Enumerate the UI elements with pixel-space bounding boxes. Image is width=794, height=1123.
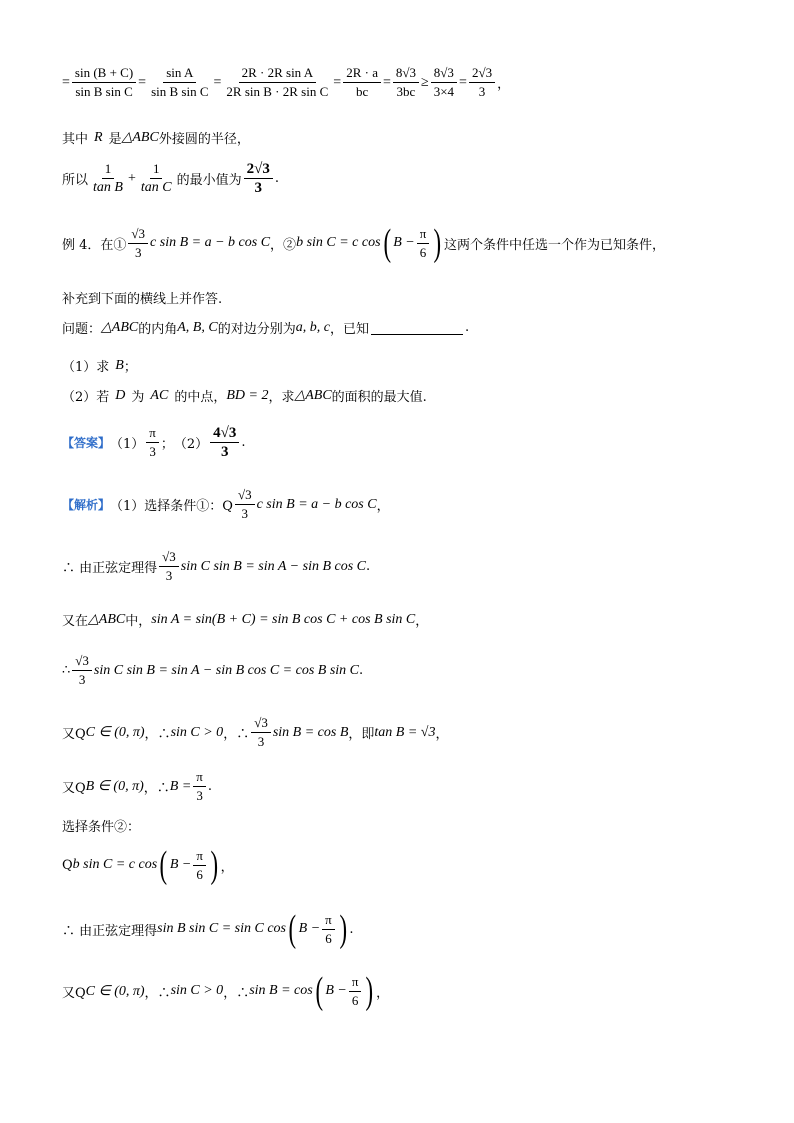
fraction: $\frac{2R \cdot a}{bc}$ [343,64,381,101]
analysis-tag: 【解析】 [62,498,111,512]
fraction: $\frac{8√3}{3bc}$ [393,64,419,101]
line-1: = $\frac{\sin (B + C)}{\text{sin B sin C}}$ = $\frac{\text{sin A}}{\text{sin B sin C}}$ = $\frac{\text{2R · 2R sin A}}{\text{2R sin B · 2R sin C}}$ = $\frac{2R \cdot a}{bc}$ = $\frac{8√3}{3bc}$ ≥ $\frac{8√3}{3\times 4}$ = $\frac{2√3}{3}$ ， [62,65,511,99]
line-10: 【解析】 （1）选择条件①：Q $\frac{√3}{3}$ c sin B = a − b cos C ， [62,487,390,521]
line-12: 又在 △ABC 中， sin A = sin(B + C) = sin B cos C + cos B sin C ， [62,611,429,629]
fraction: $\frac{2√3}{3}$ [244,160,273,197]
line-3: 所以 $\frac{1}{\text{tan B}}$ + $\frac{1}{\text{tan C}}$ 的最小值为 $\frac{2√3}{3}$ . [62,161,279,196]
line-7: （1）求 B ； [62,357,137,375]
fraction: $\frac{\text{sin A}}{\text{sin B sin C}}$ [151,65,209,99]
fraction: $\frac{\pi}{3}$ [146,424,159,461]
fraction: $\frac{1}{\text{tan B}}$ [93,161,123,195]
line-2: 其中 R 是 △ABC 外接圆的半径， [62,129,250,147]
fraction: $\frac{\sin (B + C)}{\text{sin B sin C}}$ [72,64,136,101]
line-5: 补充到下面的横线上并作答. [62,292,223,307]
line-17: Q b sin C = c cos ( B − $\frac{\pi}{6}$ ) ， [62,844,234,886]
answer-blank [371,321,463,335]
fraction: $\frac{2√3}{3}$ [469,64,495,101]
fraction: $\frac{√3}{3}$ [159,548,179,585]
fraction: $\frac{1}{\text{tan C}}$ [140,161,172,195]
answer-tag: 【答案】 [62,436,111,450]
fraction: $\frac{\text{2R · 2R sin A}}{\text{2R sin B · 2R sin C}}$ [226,65,329,99]
fraction: $\frac{8√3}{3\times 4}$ [431,64,457,101]
fraction: $\frac{\pi}{6}$ [322,911,335,948]
line-13: ∴ $\frac{√3}{3}$ sin C sin B = sin A − sin B cos C = cos B sin C . [62,653,364,687]
fraction: $\frac{√3}{3}$ [251,714,271,751]
fraction: $\frac{√3}{3}$ [235,486,255,523]
line-15: 又Q B ∈ (0, π) ，∴ B = $\frac{\pi}{3}$ . [62,769,212,803]
line-4: 例 4．在① $\frac{√3}{3}$ c sin B = a − b cos C ，② b sin C = c cos ( B − $\frac{\pi}{6}$ ) 这两个条件中任选一个作为已知条件， [62,222,665,264]
fraction: $\frac{\pi}{6}$ [193,847,206,884]
line-14: 又Q C ∈ (0, π) ，∴ sin C > 0 ，∴ $\frac{√3}{3}$ sin B = cos B ，即 tan B = √3 ， [62,715,449,749]
line-16: 选择条件②： [62,820,141,835]
line-9: 【答案】 （1） $\frac{\pi}{3}$ ； （2） $\frac{4√3}{3}$ . [62,425,246,460]
fraction: $\frac{\pi}{3}$ [193,768,206,805]
fraction: $\frac{√3}{3}$ [128,225,148,262]
line-19: 又Q C ∈ (0, π) ，∴ sin C > 0 ，∴ sin B = cos ( B − $\frac{\pi}{6}$ ) ， [62,970,390,1012]
line-6: 问题： △ABC 的内角 A, B, C 的对边分别为 a, b, c ，已知 . [62,319,470,337]
line-18: ∴ 由正弦定理得 sin B sin C = sin C cos ( B − $\frac{\pi}{6}$ ) . [62,908,354,950]
fraction: $\frac{\pi}{6}$ [349,973,362,1010]
line-8: （2）若 D 为 AC 的中点， BD = 2 ，求 △ABC 的面积的最大值. [62,387,427,405]
fraction: $\frac{4√3}{3}$ [210,424,239,461]
line-11: ∴ 由正弦定理得 $\frac{√3}{3}$ sin C sin B = sin A − sin B cos C . [62,549,371,583]
fraction: $\frac{√3}{3}$ [72,652,92,689]
fraction: $\frac{\pi}{6}$ [417,225,430,262]
